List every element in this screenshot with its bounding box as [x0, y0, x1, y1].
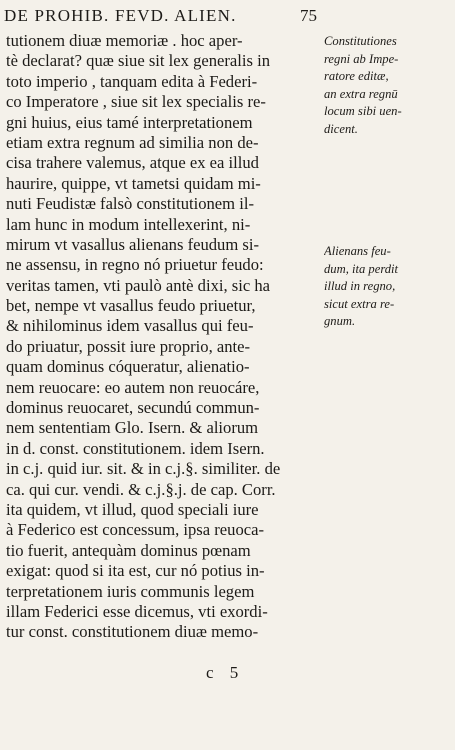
text-line: nuti Feudistæ falsò constitutionem il-	[6, 194, 254, 214]
text-line: etiam extra regnum ad similia non de-	[6, 132, 259, 152]
running-title: DE PROHIB. FEVD. ALIEN.	[4, 6, 237, 25]
margin-note-line: regni ab Impe-	[324, 51, 399, 66]
text-line: à Federico est concessum, ipsa reuoca-	[6, 520, 265, 540]
main-text-block	[6, 31, 320, 643]
margin-note-line: Constitutiones	[324, 34, 397, 48]
text-line: illam Federici esse dicemus, vti exordi-	[6, 601, 268, 621]
text-line: in c.j. quid iur. sit. & in c.j.§. similiter. de	[6, 459, 281, 479]
text-line: co Imperatore , siue sit lex specialis re-	[6, 92, 266, 112]
text-line: tutionem diuæ memoriæ . hoc aper-	[6, 31, 243, 50]
text-line: & nihilominus idem vasallus qui feu-	[6, 316, 254, 336]
margin-note-alienans-feudum	[324, 243, 452, 331]
margin-note-line: dum, ita perdit	[324, 261, 399, 276]
margin-note-line: an extra regnū	[324, 86, 398, 101]
text-line: ca. qui cur. vendi. & c.j.§.j. de cap. Corr.	[6, 479, 276, 499]
text-line: in d. const. constitutionem. idem Isern.	[6, 438, 265, 458]
margin-note-line: illud in regno,	[324, 279, 396, 294]
text-line: tur const. constitutionem diuæ memo-	[6, 622, 259, 642]
text-line: bet, nempe vt vasallus feudo priuetur,	[6, 296, 256, 316]
text-line: quam dominus cóqueratur, alienatio-	[6, 357, 250, 377]
text-line: dominus reuocaret, secundú commun-	[6, 398, 260, 418]
text-line: mirum vt vasallus alienans feudum si-	[6, 234, 260, 254]
text-line: ita quidem, vt illud, quod speciali iure	[6, 499, 259, 519]
margin-note-line: dicent.	[324, 121, 358, 136]
text-line: tè declarat? quæ siue sit lex generalis in	[6, 51, 271, 71]
margin-note-line: locum sibi uen-	[324, 104, 402, 119]
text-line: haurire, quippe, vt tametsi quidam mi-	[6, 173, 261, 193]
text-line: nem reuocare: eo autem non reuocáre,	[6, 377, 260, 397]
text-line: cisa trahere valemus, atque ex ea illud	[6, 153, 259, 173]
text-line: ne assensu, in regno nó priuetur feudo:	[6, 255, 264, 275]
text-line: do priuatur, possit iure proprio, ante-	[6, 336, 251, 356]
margin-note-line: sicut extra re-	[324, 296, 395, 311]
margin-note-line: ratore editæ,	[324, 69, 389, 84]
text-line: toto imperio , tanquam edita à Federi-	[6, 71, 258, 91]
text-line: veritas tamen, vti paulò antè dixi, sic ha	[6, 275, 271, 295]
margin-note-constitutiones	[324, 33, 452, 139]
page-number: 75	[300, 6, 317, 25]
text-line: gni huius, eius tamé interpretationem	[6, 112, 253, 132]
text-line: nem sententiam Glo. Isern. & aliorum	[6, 418, 259, 438]
margin-note-line: Alienans feu-	[324, 244, 391, 258]
text-line: lam hunc in modum intellexerint, ni-	[6, 214, 251, 234]
signature-mark: c 5	[206, 663, 245, 682]
text-line: exigat: quod si ita est, cur nó potius in-	[6, 561, 265, 581]
text-line: terpretationem iuris communis legem	[6, 581, 255, 601]
text-line: tio fuerit, antequàm dominus pœnam	[6, 540, 251, 560]
margin-note-line: gnum.	[324, 314, 356, 329]
